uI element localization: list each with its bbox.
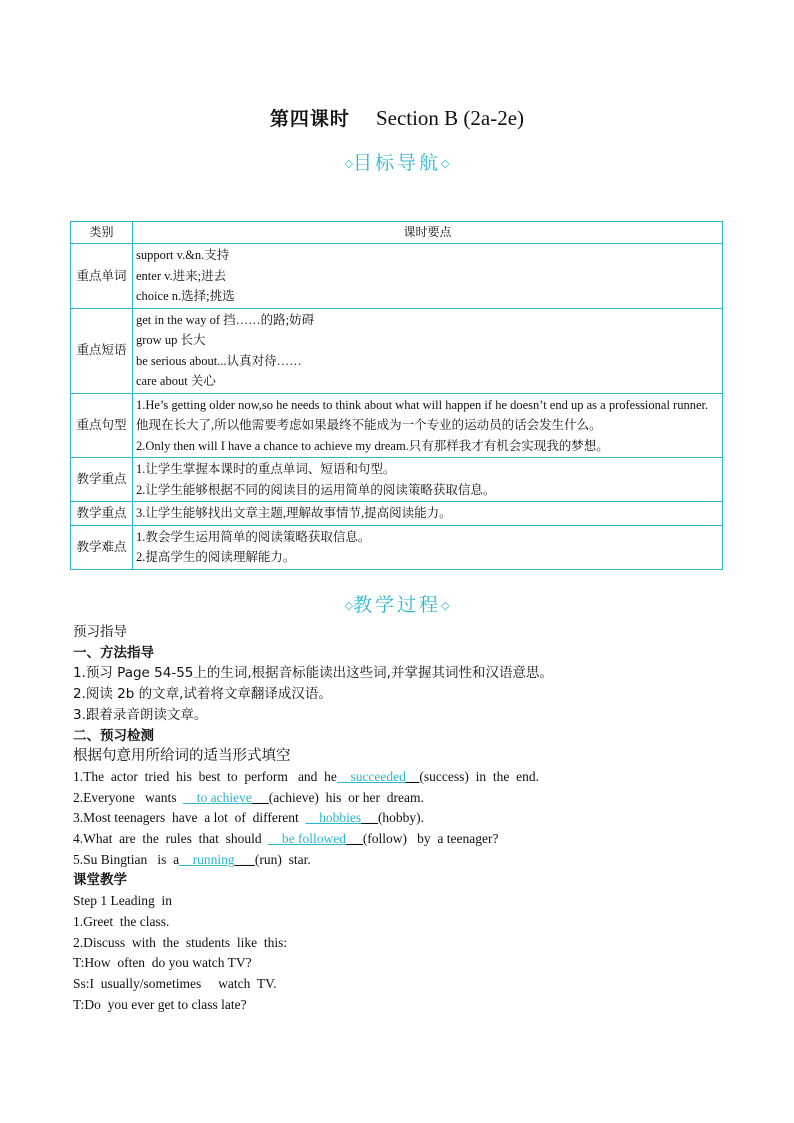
class-title: 课堂教学 xyxy=(73,872,127,889)
blank-underline: __ xyxy=(183,789,197,805)
title-chinese: 第四课时 xyxy=(269,108,350,130)
row-category: 教学重点 xyxy=(71,458,133,502)
table-row xyxy=(71,502,723,526)
fill-item xyxy=(73,808,733,829)
row-points xyxy=(133,308,723,393)
method-title: 一、方法指导 xyxy=(73,644,154,661)
class-line: T:How often do you watch TV? xyxy=(73,955,252,971)
diamond-icon: ◇ xyxy=(441,157,450,170)
fill-item-answer: to achieve xyxy=(196,789,252,805)
process-banner-text: 教学过程 xyxy=(352,594,441,616)
row-points xyxy=(133,393,723,458)
table-row xyxy=(71,244,723,309)
goals-banner-text: 目标导航 xyxy=(352,152,441,174)
class-line: T:Do you ever get to class late? xyxy=(73,996,247,1012)
fill-item-answer: succeeded xyxy=(350,768,406,784)
row-category: 重点句型 xyxy=(71,393,133,458)
fill-item-hint: (run) star. xyxy=(254,851,311,867)
table-row xyxy=(71,525,723,569)
fill-item-prompt: 2.Everyone wants xyxy=(73,789,184,805)
fill-item xyxy=(73,788,733,809)
blank-underline: __ xyxy=(234,851,255,867)
fill-item-answer: running xyxy=(192,851,235,867)
fill-in-list xyxy=(73,767,733,871)
header-points: 课时要点 xyxy=(133,222,723,244)
point-line: 3.让学生能够找出文章主题,理解故事情节,提高阅读能力。 xyxy=(136,506,452,520)
diamond-icon: ◇ xyxy=(441,599,450,612)
fill-item-hint: (success) in the end. xyxy=(419,768,539,784)
point-line: enter v.进来;进去 xyxy=(136,268,227,283)
blank-underline: __ xyxy=(305,810,320,826)
table-row xyxy=(71,308,723,393)
blank-underline: __ xyxy=(251,789,269,805)
point-line: 2.Only then will I have a chance to achieve my dream.只有那样我才有机会实现我的梦想。 xyxy=(136,438,609,453)
blank-underline: __ xyxy=(268,831,282,847)
point-line: 2.提高学生的阅读理解能力。 xyxy=(136,550,296,564)
preview-title: 预习指导 xyxy=(73,624,127,640)
row-points xyxy=(133,502,723,526)
fill-item-hint: (follow) by a teenager? xyxy=(362,831,499,847)
point-line: 1.让学生掌握本课时的重点单词、短语和句型。 xyxy=(136,462,396,476)
method-item: 3.跟着录音朗读文章。 xyxy=(73,706,208,723)
fill-item-prompt: 5.Su Bingtian is a xyxy=(73,851,180,867)
table-row xyxy=(71,393,723,458)
fill-item-prompt: 3.Most teenagers have a lot of different xyxy=(73,810,306,826)
method-item: 1.预习 Page 54-55上的生词,根据音标能读出这些词,并掌握其词性和汉语意思。 xyxy=(73,665,553,682)
class-steps xyxy=(73,891,733,1015)
check-instruction: 根据句意用所给词的适当形式填空 xyxy=(73,748,291,765)
point-line: get in the way of 挡……的路;妨碍 xyxy=(136,312,315,327)
goals-table xyxy=(70,221,723,570)
point-line: support v.&n.支持 xyxy=(136,248,230,262)
class-line: 1.Greet the class. xyxy=(73,913,170,929)
goals-banner xyxy=(0,148,794,175)
point-line: care about 关心 xyxy=(136,374,216,388)
page-title xyxy=(0,104,794,131)
point-line: 1.教会学生运用简单的阅读策略获取信息。 xyxy=(136,529,371,544)
point-line: be serious about...认真对待…… xyxy=(136,353,302,368)
row-category: 重点短语 xyxy=(71,308,133,393)
fill-item-answer: be followed xyxy=(281,831,346,847)
lesson-body xyxy=(73,622,733,1015)
check-title: 二、预习检测 xyxy=(73,727,154,744)
point-line: grow up 长大 xyxy=(136,333,206,347)
blank-underline: __ xyxy=(179,851,193,867)
fill-item-answer: hobbies xyxy=(319,810,362,826)
row-points xyxy=(133,458,723,502)
fill-item xyxy=(73,767,733,788)
fill-item-prompt: 1.The actor tried his best to perform and he xyxy=(73,768,337,784)
diamond-icon: ◇ xyxy=(344,157,353,170)
point-line: 1.He’s getting older now,so he needs to think about what will happen if he doesn’t end up as a professional runner.他现在长大了,所以他需要考虑如果最终不能成为一个专业的运动员的话会发生什么。 xyxy=(136,397,709,432)
class-line: 2.Discuss with the students like this: xyxy=(73,934,288,950)
table-row xyxy=(71,458,723,502)
blank-underline: __ xyxy=(361,810,378,826)
title-english: Section B (2a-2e) xyxy=(375,106,525,130)
fill-item xyxy=(73,829,733,850)
class-line: Step 1 Leading in xyxy=(73,893,172,909)
fill-item-prompt: 4.What are the rules that should xyxy=(73,831,269,847)
method-item: 2.阅读 2b 的文章,试着将文章翻译成汉语。 xyxy=(73,686,332,703)
diamond-icon: ◇ xyxy=(344,599,353,612)
row-category: 教学重点 xyxy=(71,502,133,526)
point-line: choice n.选择;挑选 xyxy=(136,289,235,303)
fill-item xyxy=(73,850,733,871)
row-points xyxy=(133,525,723,569)
row-category: 重点单词 xyxy=(71,244,133,309)
header-category: 类别 xyxy=(71,222,133,244)
blank-underline: __ xyxy=(336,768,351,784)
fill-item-hint: (achieve) his or her dream. xyxy=(268,789,424,805)
row-category: 教学难点 xyxy=(71,525,133,569)
table-header-row xyxy=(71,222,723,244)
class-line: Ss:I usually/sometimes watch TV. xyxy=(73,975,277,991)
blank-underline: __ xyxy=(345,831,363,847)
process-banner xyxy=(0,590,794,617)
row-points xyxy=(133,244,723,309)
blank-underline: __ xyxy=(405,768,420,784)
fill-item-hint: (hobby). xyxy=(377,810,425,826)
point-line: 2.让学生能够根据不同的阅读目的运用简单的阅读策略获取信息。 xyxy=(136,482,496,497)
